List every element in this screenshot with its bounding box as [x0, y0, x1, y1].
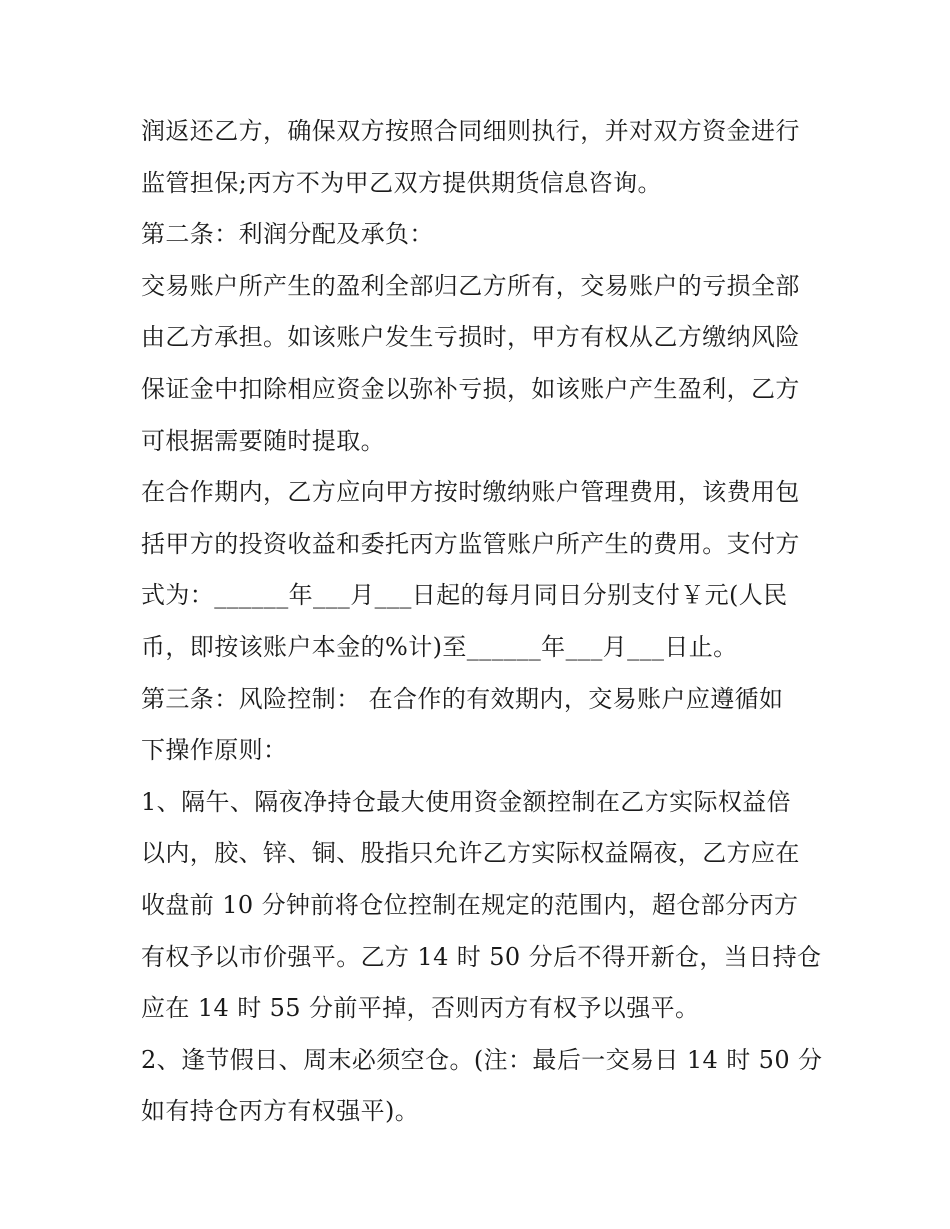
rule-1-line-4: 有权予以市价强平。乙方 14 时 50 分后不得开新仓，当日持仓	[141, 942, 822, 971]
text-line-1: 润返还乙方，确保双方按照合同细则执行，并对双方资金进行	[141, 117, 800, 145]
text-line-9: 括甲方的投资收益和委托丙方监管账户所产生的费用。支付方	[141, 529, 800, 558]
text-line-5: 由乙方承担。如该账户发生亏损时，甲方有权从乙方缴纳风险	[141, 323, 800, 352]
rule-2-line-2: 如有持仓丙方有权强平)。	[141, 1097, 420, 1126]
text-line-10: 式为：______年___月___日起的每月同日分别支付￥元(人民	[141, 581, 788, 610]
text-line-4: 交易账户所产生的盈利全部归乙方所有，交易账户的亏损全部	[141, 271, 800, 300]
text-line-6: 保证金中扣除相应资金以弥补亏损，如该账户产生盈利，乙方	[141, 374, 800, 403]
text-line-7: 可根据需要随时提取。	[141, 426, 385, 455]
text-line-11: 币，即按该账户本金的%计)至______年___月___日止。	[141, 632, 738, 661]
text-line-13: 下操作原则：	[141, 736, 288, 765]
rule-1-line-5: 应在 14 时 55 分前平掉，否则丙方有权予以强平。	[141, 994, 700, 1023]
rule-1-line-1: 1、隔午、隔夜净持仓最大使用资金额控制在乙方实际权益倍	[141, 787, 792, 816]
rule-1-line-3: 收盘前 10 分钟前将仓位控制在规定的范围内，超仓部分丙方	[141, 890, 799, 919]
article-2-heading: 第二条：利润分配及承负：	[141, 220, 434, 249]
contract-text-block	[141, 106, 821, 1138]
article-3-heading: 第三条：风险控制： 在合作的有效期内，交易账户应遵循如	[141, 684, 784, 713]
text-line-2: 监管担保;丙方不为甲乙双方提供期货信息咨询。	[141, 168, 662, 197]
rule-2-line-1: 2、逢节假日、周末必须空仓。(注：最后一交易日 14 时 50 分	[141, 1045, 823, 1074]
rule-1-line-2: 以内，胶、锌、铜、股指只允许乙方实际权益隔夜，乙方应在	[141, 839, 800, 868]
text-line-8: 在合作期内，乙方应向甲方按时缴纳账户管理费用，该费用包	[141, 478, 800, 507]
